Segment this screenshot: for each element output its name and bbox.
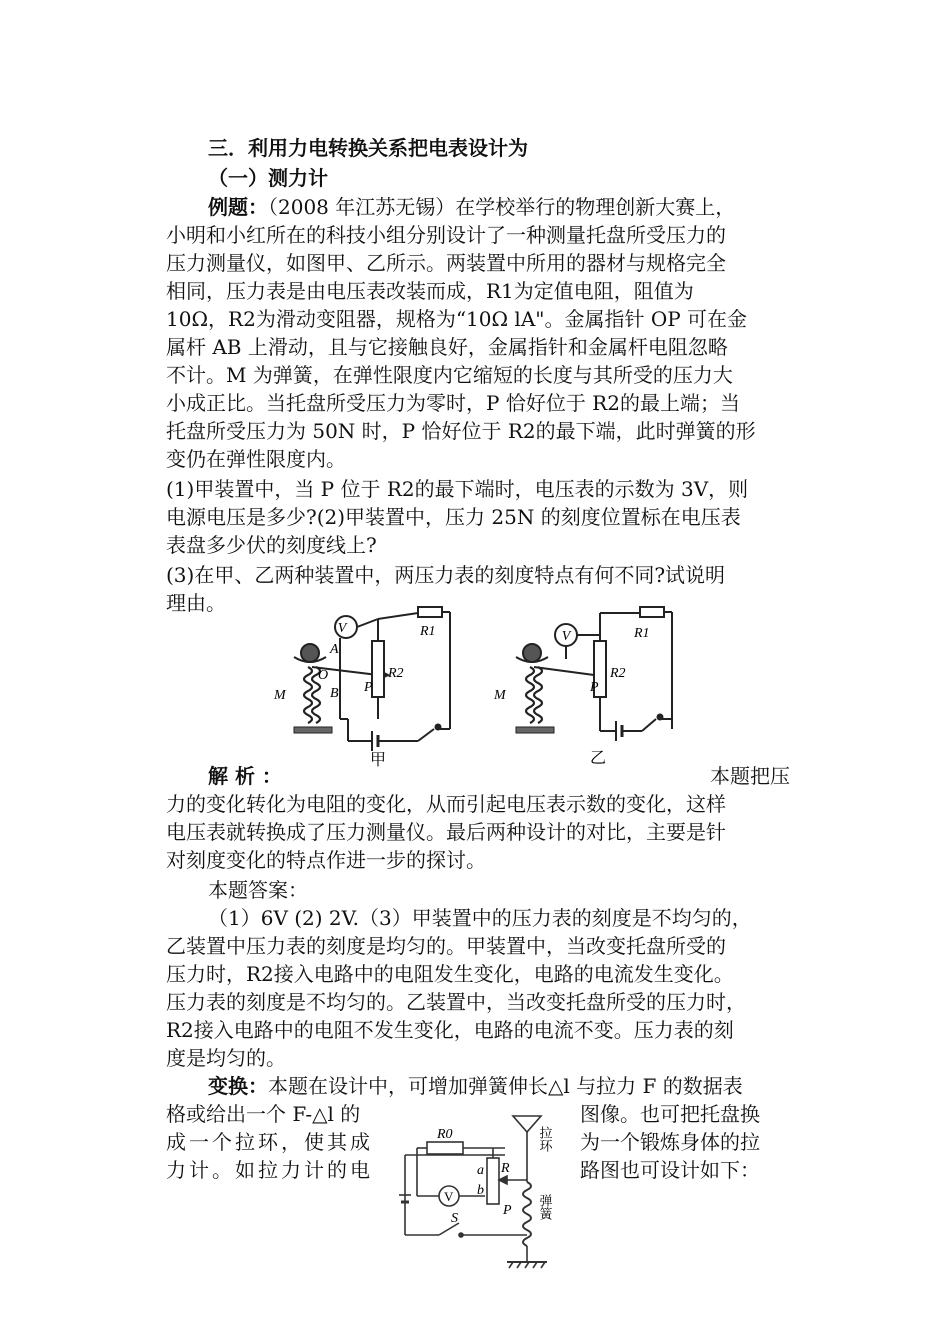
label-b-jia: B: [330, 686, 339, 701]
variant-left-line: 力计。如拉力计的电: [166, 1158, 373, 1182]
example-line: 10Ω，R2为滑动变阻器，规格为“10Ω lA"。金属指针 OP 可在金: [166, 307, 748, 331]
variant-right-line: 路图也可设计如下：: [580, 1158, 760, 1182]
label-r0: R0: [437, 1127, 453, 1142]
section-title: 三．利用力电转换关系把电表设计为: [208, 136, 528, 160]
answer-line: （1）6V (2) 2V.（3）甲装置中的压力表的刻度是不均匀的，: [208, 906, 752, 930]
label-m-yi: M: [494, 688, 506, 703]
question-line: 电源电压是多少?(2)甲装置中，压力 25N 的刻度位置标在电压表: [166, 505, 741, 529]
variant-left-line: 成一个拉环，使其成: [166, 1130, 373, 1154]
label-pull-ring: 拉环: [537, 1126, 553, 1152]
answer-line: 乙装置中压力表的刻度是均匀的。甲装置中，当改变托盘所受的: [166, 934, 726, 958]
label-v-jia: V: [337, 621, 347, 636]
label-r2-jia: R2: [388, 666, 404, 681]
analysis-first-text: 本题把压: [710, 764, 790, 788]
question-line: (1)甲装置中，当 P 位于 R2的最下端时，电压表的示数为 3V，则: [166, 477, 749, 501]
label-p-jia: P: [364, 680, 373, 695]
analysis-line: 对刻度变化的特点作进一步的探讨。: [166, 848, 486, 872]
example-line: 小明和小红所在的科技小组分别设计了一种测量托盘所受压力的: [166, 223, 726, 247]
label-a: a: [477, 1163, 484, 1178]
analysis-first-line: [208, 762, 790, 790]
subsection-title: （一）测力计: [208, 166, 328, 190]
answer-line: 度是均匀的。: [166, 1046, 286, 1070]
question-line: 理由。: [166, 591, 226, 615]
label-r1-jia: R1: [420, 624, 436, 639]
variant-right-line: 图像。也可把托盘换: [580, 1102, 760, 1126]
example-line: 属杆 AB 上滑动，且与它接触良好，金属指针和金属杆电阻忽略: [166, 335, 728, 359]
tension-meter-circuit: [395, 1110, 585, 1285]
label-r1-yi: R1: [634, 626, 650, 641]
label-p-yi: P: [590, 680, 599, 695]
variant-first-text: 本题在设计中，可增加弹簧伸长△l 与拉力 F 的数据表: [268, 1074, 743, 1098]
circuit-figure-jia-yi: [268, 605, 688, 770]
label-m-jia: M: [274, 688, 286, 703]
label-r2-yi: R2: [610, 666, 626, 681]
example-line: 变仍在弹性限度内。: [166, 447, 346, 471]
label-o-jia: O: [318, 668, 329, 683]
variant-label: 变换：: [208, 1074, 268, 1098]
example-line: 不计。M 为弹簧，在弹性限度内它缩短的长度与其所受的压力大: [166, 363, 733, 387]
answer-line: 压力时，R2接入电路中的电阻发生变化，电路的电流发生变化。: [166, 962, 734, 986]
example-first-line: [208, 193, 790, 221]
variant-first-line: [208, 1072, 790, 1100]
variant-right-line: 为一个锻炼身体的拉: [580, 1130, 760, 1154]
question-line: (3)在甲、乙两种装置中，两压力表的刻度特点有何不同?试说明: [166, 563, 726, 587]
variant-left-line: 格或给出一个 F-△l 的: [166, 1102, 361, 1126]
caption-jia: 甲: [369, 752, 387, 769]
analysis-label: 解 析 ：: [208, 764, 282, 788]
example-line: 压力测量仪，如图甲、乙所示。两装置中所用的器材与规格完全: [166, 251, 726, 275]
label-spring: 弹簧: [537, 1194, 553, 1220]
answer-line: R2接入电路中的电阻不发生变化，电路的电流不变。压力表的刻: [166, 1018, 734, 1042]
analysis-line: 力的变化转化为电阻的变化，从而引起电压表示数的变化，这样: [166, 792, 726, 816]
label-p: P: [503, 1203, 512, 1218]
example-line: 托盘所受压力为 50N 时，P 恰好位于 R2的最下端，此时弹簧的形: [166, 419, 756, 443]
caption-yi: 乙: [589, 750, 607, 767]
example-line: 小成正比。当托盘所受压力为零时，P 恰好位于 R2的最上端；当: [166, 391, 740, 415]
label-s: S: [451, 1211, 458, 1226]
question-line: 表盘多少伏的刻度线上?: [166, 533, 377, 557]
label-r: R: [501, 1161, 510, 1176]
answer-line: 压力表的刻度是不均匀的。乙装置中，当改变托盘所受的压力时，: [166, 990, 746, 1014]
example-line: 相同，压力表是由电压表改装而成，R1为定值电阻，阻值为: [166, 279, 694, 303]
analysis-line: 电压表就转换成了压力测量仪。最后两种设计的对比，主要是针: [166, 820, 726, 844]
example-first-text: （2008 年江苏无锡）在学校举行的物理创新大赛上，: [268, 195, 736, 219]
label-v-yi: V: [561, 629, 571, 644]
answer-label: 本题答案：: [208, 878, 308, 902]
label-v: V: [444, 1189, 454, 1204]
label-a-jia: A: [330, 642, 339, 657]
example-label: 例题：: [208, 195, 268, 219]
label-b: b: [477, 1183, 484, 1198]
